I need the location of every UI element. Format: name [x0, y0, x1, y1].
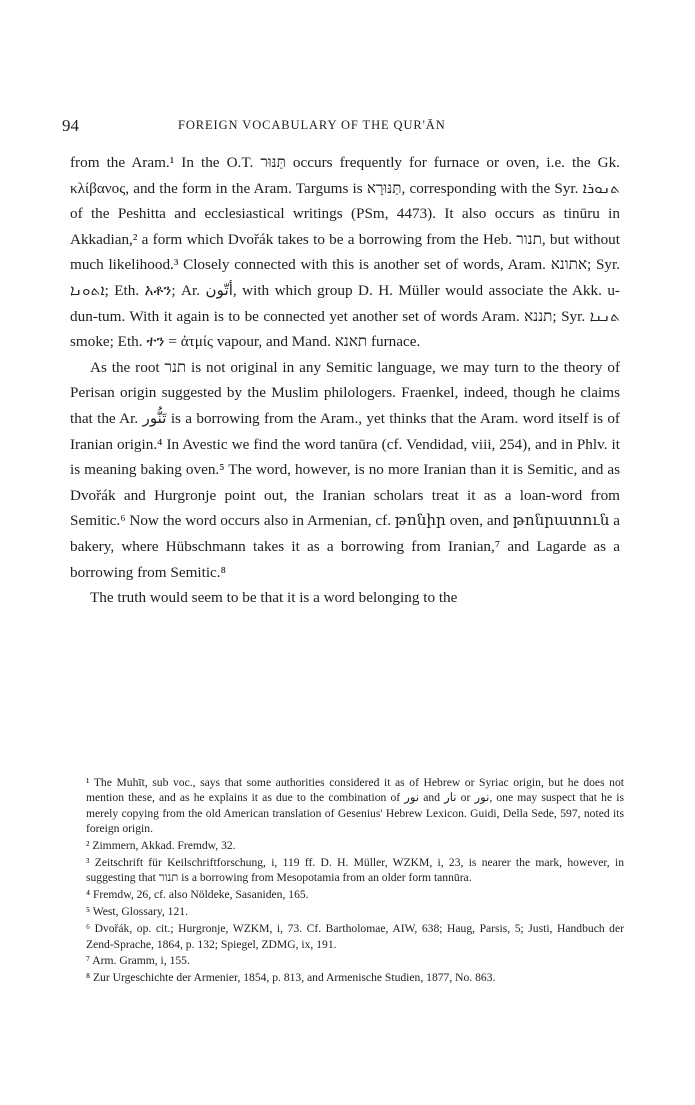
footnote: ¹ The Muhīt, sub voc., says that some authorities considered it as of Hebrew or Syriac origin, but he does not mention these, and as he explains it as due to the combination of نور and نار or نور, one may suspect that he is merely copying from the old American translation of Gesenius' Hebrew Lexicon. Guidi, Della Sede, 597, noted its foreign origin.	[86, 776, 624, 836]
footnote: ⁴ Fremdw, 26, cf. also Nöldeke, Sasaniden, 165.	[86, 888, 309, 902]
footnote: ² Zimmern, Akkad. Fremdw, 32.	[86, 839, 236, 853]
footnote: ⁶ Dvořák, op. cit.; Hurgronje, WZKM, i, 73. Cf. Bartholomae, AIW, 638; Haug, Parsis, 5; Justi, Handbuch der Zend-Sprache, 1864, p. 132; Spiegel, ZDMG, ix, 191.	[86, 922, 624, 951]
paragraph: The truth would seem to be that it is a word belonging to the	[90, 589, 458, 607]
footnotes	[72, 775, 624, 987]
footnote: ³ Zeitschrift für Keilschriftforschung, i, 119 ff. D. H. Müller, WZKM, i, 23, is nearer the mark, however, in suggesting that תנור is a borrowing from Mesopotamia from an older form tannūra.	[86, 856, 624, 885]
page-number: 94	[62, 116, 79, 135]
running-head: FOREIGN VOCABULARY OF THE QUR'ĀN	[178, 118, 446, 132]
paragraph: As the root תנר is not original in any Semitic language, we may turn to the theory of Perisan origin suggested by the Muslim philologers. Fraenkel, indeed, though he claims that the Ar. تَنُّور is a borrowing from the Aram., yet thinks that the Aram. word itself is of Iranian origin.⁴ In Avestic we find the word tanūra (cf. Vendidad, viii, 254), and in Phlv. it is meaning baking oven.⁵ The word, however, is no more Iranian than it is Semitic, and as Dvořák and Hurgronje point out, the Iranian scholars treat it as a loan-word from Semitic.⁶ Now the word occurs also in Armenian, cf. թոնիր oven, and թոնրատուն a bakery, where Hübschmann takes it as a borrowing from Iranian,⁷ and Lagarde as a borrowing from Semitic.⁸	[70, 358, 621, 581]
footnote: ⁸ Zur Urgeschichte der Armenier, 1854, p. 813, and Armenische Studien, 1877, No. 863.	[86, 971, 496, 985]
page-header	[62, 112, 662, 134]
body-text	[70, 150, 620, 611]
paragraph: from the Aram.¹ In the O.T. תַּנּוּר occurs frequently for furnace or oven, i.e. the Gk. κλίβανος, and the form in the Aram. Targums is תַּנּוּרָא, corresponding with the Syr. ܬܢܘܪܐ of the Peshitta and ecclesiastical writings (PSm, 4473). It also occurs as tinūru in Akkadian,² a form which Dvořák takes to be a borrowing from the Heb. תנור, but without much likelihood.³ Closely connected with this is another set of words, Aram. אתונא; Syr. ܐܬܘܢܐ; Eth. አቶን; Ar. أتّون, with which group D. H. Müller would associate the Akk. u-dun-tum. With it again is to be connected yet another set of words Aram. תננא; Syr. ܬܢܢܐ smoke; Eth. ተን = ἀτμίς vapour, and Mand. תאנא furnace.	[70, 154, 620, 351]
footnote: ⁵ West, Glossary, 121.	[86, 905, 188, 919]
footnote: ⁷ Arm. Gramm, i, 155.	[86, 954, 190, 968]
